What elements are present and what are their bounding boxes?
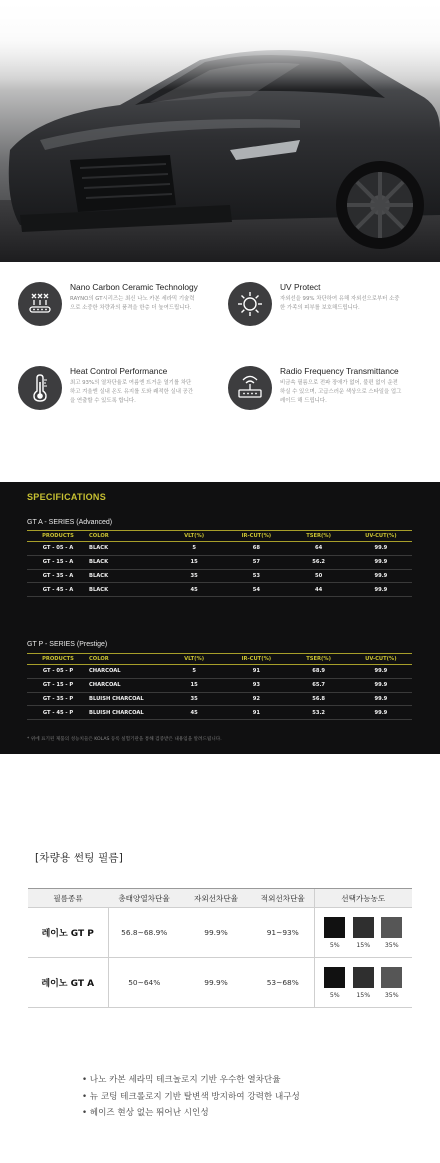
table-row [27, 569, 412, 583]
table-cell: 99.9 [350, 692, 412, 706]
list-item: • 나노 카본 세라믹 테크놀로지 기반 우수한 열차단율 [82, 1075, 281, 1085]
table-cell: 99.9 [350, 569, 412, 583]
table-cell: CHARCOAL [89, 678, 163, 692]
film-name: 레이노 GT P [28, 908, 108, 958]
table-cell: BLACK [89, 555, 163, 569]
table-cell: 53.2 [288, 706, 350, 720]
column-header: PRODUCTS [27, 531, 89, 542]
series-title-gt-p: GT P - SERIES (Prestige) [27, 641, 108, 648]
feature-radio-frequency [228, 366, 428, 446]
feature-description: RAYNO의 GT시리즈는 최신 나노 카본 세라믹 기술력 으로 소중한 차량과의 품격을 한층 더 높여드립니다. [70, 296, 195, 311]
specifications-footnote: * 위에 표기된 제품의 성능치들은 KOLAS 등록 실험기관을 통해 검증받은 내용임을 알려드립니다. [27, 737, 222, 742]
column-header: TSER(%) [288, 654, 350, 665]
table-cell: GT - 15 - P [27, 678, 89, 692]
table-cell: BLACK [89, 569, 163, 583]
table-cell: 64 [288, 542, 350, 556]
shade-label: 5% [329, 941, 340, 949]
shade-option [353, 917, 374, 949]
table-row [27, 692, 412, 706]
shade-option [324, 917, 345, 949]
table-row [27, 583, 412, 597]
table-row [28, 958, 412, 1008]
table-row [27, 542, 412, 556]
shade-label: 5% [329, 991, 340, 999]
feature-nano-ceramic [18, 282, 218, 362]
column-header: COLOR [89, 531, 163, 542]
shade-swatch [353, 917, 374, 938]
router-signal-icon [228, 366, 272, 410]
table-cell: 99.9 [350, 665, 412, 679]
list-item: • 뉴 코팅 테크롤로지 기반 탈변색 방지하여 강력한 내구성 [82, 1091, 300, 1102]
table-header-row [28, 889, 412, 908]
shade-swatch [381, 917, 402, 938]
shade-label: 35% [384, 991, 399, 999]
series-title-gt-a: GT A - SERIES (Advanced) [27, 519, 113, 526]
shade-options [314, 958, 412, 1008]
list-item: • 헤이즈 현상 없는 뛰어난 시인성 [82, 1108, 209, 1118]
shade-swatch [324, 967, 345, 988]
column-header: VLT(%) [163, 531, 225, 542]
table-row [27, 665, 412, 679]
table-cell: 53 [225, 569, 287, 583]
shade-label: 15% [356, 941, 371, 949]
column-header: VLT(%) [163, 654, 225, 665]
table-cell: 99.9 [350, 583, 412, 597]
shade-label: 35% [384, 941, 399, 949]
shade-options [314, 908, 412, 958]
feature-description: 비금속 필름으로 전파 장애가 없어, 불편 없이 운전 하실 수 있으며, 고급스러운 색상으로 스타일을 업그 레이드 해 드립니다. [280, 380, 402, 404]
feature-description: 최고 93%의 열차단율로 여름엔 뜨거운 열기를 차단 하고 겨울엔 실내 온도 유지를 도와 쾌적한 실내 공간 을 연출할 수 있도록 합니다. [70, 380, 194, 404]
specifications-section [0, 482, 440, 754]
table-cell: 50~64% [108, 958, 180, 1008]
shade-label: 15% [356, 991, 371, 999]
column-header: TSER(%) [288, 531, 350, 542]
table-cell: 99.9 [350, 555, 412, 569]
column-header: IR-CUT(%) [225, 531, 287, 542]
thermometer-icon [18, 366, 62, 410]
table-cell: 68.9 [288, 665, 350, 679]
table-cell: 91 [225, 665, 287, 679]
table-cell: 5 [163, 665, 225, 679]
table-cell: 91~93% [252, 908, 314, 958]
table-cell: GT - 05 - P [27, 665, 89, 679]
column-header: 필름종류 [28, 889, 108, 908]
table-cell: 91 [225, 706, 287, 720]
spec-table-gt-p [27, 653, 412, 720]
feature-description: 자외선을 99% 차단하여 유해 자외선으로부터 소중 한 가족의 피부를 보호해드립니다. [280, 296, 400, 311]
column-header: 총태양열차단율 [108, 889, 180, 908]
uv-sun-icon [228, 282, 272, 326]
hero-car-image [0, 0, 440, 262]
feature-title: Nano Carbon Ceramic Technology [70, 282, 198, 292]
table-cell: CHARCOAL [89, 665, 163, 679]
column-header: PRODUCTS [27, 654, 89, 665]
table-cell: 5 [163, 542, 225, 556]
table-cell: BLUISH CHARCOAL [89, 706, 163, 720]
table-row [27, 678, 412, 692]
shade-swatch [353, 967, 374, 988]
feature-heat-control [18, 366, 218, 446]
table-cell: 65.7 [288, 678, 350, 692]
table-cell: 45 [163, 706, 225, 720]
table-header-row [27, 531, 412, 542]
table-cell: GT - 35 - P [27, 692, 89, 706]
table-cell: 54 [225, 583, 287, 597]
shade-swatch [324, 917, 345, 938]
feature-title: UV Protect [280, 282, 321, 292]
column-header: UV-CUT(%) [350, 654, 412, 665]
table-cell: 15 [163, 555, 225, 569]
table-row [28, 908, 412, 958]
column-header: 적외선차단율 [252, 889, 314, 908]
feature-title: Heat Control Performance [70, 366, 168, 376]
table-cell: GT - 45 - A [27, 583, 89, 597]
table-cell: BLACK [89, 542, 163, 556]
table-row [27, 555, 412, 569]
shade-option [381, 917, 402, 949]
table-cell: 56.8 [288, 692, 350, 706]
film-name: 레이노 GT A [28, 958, 108, 1008]
column-header: UV-CUT(%) [350, 531, 412, 542]
spec-table-gt-a [27, 530, 412, 597]
feature-title: Radio Frequency Transmittance [280, 366, 399, 376]
table-cell: 53~68% [252, 958, 314, 1008]
table-cell: GT - 35 - A [27, 569, 89, 583]
comparison-heading: [차량용 썬팅 필름] [35, 852, 124, 864]
feature-bullet-list [82, 1073, 300, 1123]
column-header: COLOR [89, 654, 163, 665]
table-row [27, 706, 412, 720]
shade-option [381, 967, 402, 999]
table-cell: 44 [288, 583, 350, 597]
table-cell: 45 [163, 583, 225, 597]
table-cell: 15 [163, 678, 225, 692]
table-cell: BLACK [89, 583, 163, 597]
column-header: 자외선차단율 [180, 889, 252, 908]
comparison-table [28, 888, 412, 1008]
column-header: 선택가능농도 [314, 889, 412, 908]
table-cell: 57 [225, 555, 287, 569]
feature-section [0, 262, 440, 482]
table-cell: 35 [163, 692, 225, 706]
table-cell: 93 [225, 678, 287, 692]
table-cell: 35 [163, 569, 225, 583]
comparison-section [0, 754, 440, 1163]
table-cell: 56.8~68.9% [108, 908, 180, 958]
nano-ceramic-icon [18, 282, 62, 326]
column-header: IR-CUT(%) [225, 654, 287, 665]
table-cell: 99.9% [180, 958, 252, 1008]
table-cell: 92 [225, 692, 287, 706]
table-cell: 68 [225, 542, 287, 556]
table-cell: 99.9 [350, 678, 412, 692]
table-cell: 99.9% [180, 908, 252, 958]
table-cell: 50 [288, 569, 350, 583]
table-cell: 99.9 [350, 706, 412, 720]
shade-option [353, 967, 374, 999]
table-cell: 56.2 [288, 555, 350, 569]
table-cell: GT - 45 - P [27, 706, 89, 720]
specifications-title: SPECIFICATIONS [27, 492, 107, 502]
feature-uv-protect [228, 282, 428, 362]
table-cell: BLUISH CHARCOAL [89, 692, 163, 706]
shade-swatch [381, 967, 402, 988]
table-cell: GT - 05 - A [27, 542, 89, 556]
table-cell: 99.9 [350, 542, 412, 556]
table-header-row [27, 654, 412, 665]
table-cell: GT - 15 - A [27, 555, 89, 569]
shade-option [324, 967, 345, 999]
